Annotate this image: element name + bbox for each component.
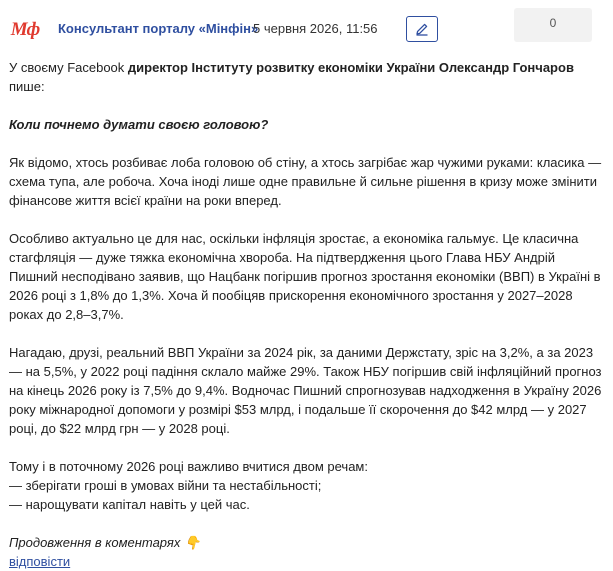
author-name[interactable]: Консультант порталу «Мінфін» xyxy=(58,21,259,36)
reply-link[interactable]: відповісти xyxy=(9,554,71,569)
paragraph-1: Як відомо, хтось розбиває лоба головою об стіну, а хтось загрібає жар чужими руками: класика — схема тупа, але робоча. Хоча іноді лише одне правильне й сильне рішення в кризу може змінити фінансове життя всієї країни на роки вперед. xyxy=(9,155,602,208)
post-header xyxy=(0,0,613,58)
intro-prefix: У своєму Facebook xyxy=(9,60,128,75)
paragraph-2: Особливо актуально це для нас, оскільки інфляція зростає, а економіка гальмує. Це класична стагфляція — дуже тяжка економічна хвороба. На підтвердження цього Глава НБУ Андрій Пишний несподівано заявив, що Нацбанк погіршив прогноз зростання економіки (ВВП) в Україні в 2026 році з 1,8% до 1,3%. Хоча й пообіцяв прискорення економічного зростання у 2027–2028 роках до 2,8–3,7%. xyxy=(9,231,601,322)
continuation-note: Продовження в коментарях 👇 xyxy=(9,535,201,550)
question-heading: Коли почнемо думати своєю головою? xyxy=(9,117,269,132)
pencil-icon xyxy=(415,22,429,36)
intro-paragraph xyxy=(9,58,607,96)
comment-count-badge[interactable]: 0 xyxy=(514,8,592,42)
post-date: 5 червня 2026, 11:56 xyxy=(253,21,378,36)
minfin-logo[interactable]: Мф xyxy=(10,19,40,40)
post-body xyxy=(9,58,607,571)
list-item: — зберігати гроші в умовах війни та нестабільності; xyxy=(9,478,322,493)
list-intro: Тому і в поточному 2026 році важливо вчитися двом речам: xyxy=(9,459,368,474)
list-item: — нарощувати капітал навіть у цей час. xyxy=(9,497,250,512)
intro-suffix: пише: xyxy=(9,79,45,94)
edit-button[interactable] xyxy=(406,16,438,42)
intro-bold: директор Інституту розвитку економіки України Олександр Гончаров xyxy=(127,60,574,75)
paragraph-3: Нагадаю, друзі, реальний ВВП України за 2024 рік, за даними Держстату, зріс на 3,2%, а за 2023 — на 5,5%, у 2022 році падіння склало майже 29%. Також НБУ погіршив свій інфляційний прогноз на кінець 2026 року із 7,5% до 9,4%. Водночас Пишний спрогнозував надходження в Україну 2026 року міжнародної допомоги у розмірі $53 млрд, і подальше її скорочення до $42 млрд — у 2027 році, до $22 млрд грн — у 2028 році. xyxy=(9,345,602,436)
